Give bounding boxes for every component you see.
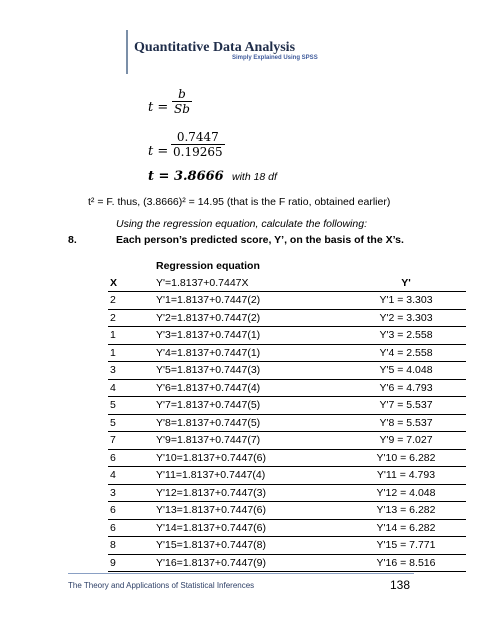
fraction-numerator: 0.7447 xyxy=(176,130,219,144)
cell-predicted-y: Y'12 = 4.048 xyxy=(346,484,466,502)
cell-predicted-y: Y'15 = 7.771 xyxy=(346,537,466,555)
fraction-value xyxy=(171,130,225,159)
cell-predicted-y: Y'13 = 6.282 xyxy=(346,502,466,520)
cell-predicted-y: Y'2 = 3.303 xyxy=(346,309,466,327)
header-accent-bar xyxy=(126,30,128,74)
cell-x: 6 xyxy=(108,519,156,537)
cell-predicted-y: Y'16 = 8.516 xyxy=(346,554,466,572)
cell-x: 6 xyxy=(108,502,156,520)
header-y: Y' xyxy=(346,275,466,292)
cell-x: 4 xyxy=(108,379,156,397)
table-row xyxy=(108,449,466,467)
instruction-text: Using the regression equation, calculate the following: xyxy=(116,218,367,230)
cell-equation: Y'9=1.8137+0.7447(7) xyxy=(156,432,346,450)
fraction-b-over-sb xyxy=(172,87,192,116)
cell-predicted-y: Y'9 = 7.027 xyxy=(346,432,466,450)
cell-predicted-y: Y'14 = 6.282 xyxy=(346,519,466,537)
cell-equation: Y'7=1.8137+0.7447(5) xyxy=(156,397,346,415)
header-x: X xyxy=(108,275,156,292)
cell-x: 3 xyxy=(108,484,156,502)
t-label-1: t = xyxy=(148,100,169,115)
cell-predicted-y: Y'11 = 4.793 xyxy=(346,467,466,485)
table-header-row-2 xyxy=(108,275,466,292)
fraction-denominator: 0.19265 xyxy=(173,145,223,159)
table-row xyxy=(108,502,466,520)
header-equation-title: Regression equation xyxy=(156,260,260,273)
table-row xyxy=(108,344,466,362)
cell-x: 9 xyxy=(108,554,156,572)
cell-equation: Y'12=1.8137+0.7447(3) xyxy=(156,484,346,502)
cell-predicted-y: Y'8 = 5.537 xyxy=(346,414,466,432)
cell-equation: Y'8=1.8137+0.7447(5) xyxy=(156,414,346,432)
cell-predicted-y: Y'3 = 2.558 xyxy=(346,327,466,345)
cell-equation: Y'16=1.8137+0.7447(9) xyxy=(156,554,346,572)
table-row xyxy=(108,432,466,450)
cell-x: 1 xyxy=(108,327,156,345)
table-row xyxy=(108,292,466,310)
header-equation-formula: Y'=1.8137+0.7447X xyxy=(156,275,346,292)
cell-equation: Y'15=1.8137+0.7447(8) xyxy=(156,537,346,555)
cell-equation: Y'11=1.8137+0.7447(4) xyxy=(156,467,346,485)
table-row xyxy=(108,327,466,345)
table-row xyxy=(108,362,466,380)
table-row xyxy=(108,519,466,537)
fraction-numerator: b xyxy=(178,87,186,101)
item-number: 8. xyxy=(68,234,77,246)
cell-predicted-y: Y'1 = 3.303 xyxy=(346,292,466,310)
table-row xyxy=(108,484,466,502)
cell-equation: Y'5=1.8137+0.7447(3) xyxy=(156,362,346,380)
cell-equation: Y'3=1.8137+0.7447(1) xyxy=(156,327,346,345)
fraction-denominator: Sb xyxy=(174,102,190,116)
cell-equation: Y'2=1.8137+0.7447(2) xyxy=(156,309,346,327)
table-row xyxy=(108,309,466,327)
cell-x: 8 xyxy=(108,537,156,555)
item-text: Each person’s predicted score, Y’, on the basis of the X’s. xyxy=(116,234,404,246)
cell-x: 3 xyxy=(108,362,156,380)
degrees-of-freedom: with 18 df xyxy=(232,171,277,183)
cell-predicted-y: Y'4 = 2.558 xyxy=(346,344,466,362)
cell-equation: Y'1=1.8137+0.7447(2) xyxy=(156,292,346,310)
cell-x: 5 xyxy=(108,397,156,415)
table-row xyxy=(108,537,466,555)
cell-equation: Y'14=1.8137+0.7447(6) xyxy=(156,519,346,537)
table-row xyxy=(108,379,466,397)
footer-rule xyxy=(68,573,414,574)
cell-predicted-y: Y'5 = 4.048 xyxy=(346,362,466,380)
page-number: 138 xyxy=(390,578,411,592)
table-header-row-1 xyxy=(108,258,466,275)
cell-equation: Y'4=1.8137+0.7447(1) xyxy=(156,344,346,362)
t-squared-line: t² = F. thus, (3.8666)² = 14.95 (that is the F ratio, obtained earlier) xyxy=(88,196,391,208)
cell-x: 2 xyxy=(108,309,156,327)
cell-x: 6 xyxy=(108,449,156,467)
table-row xyxy=(108,554,466,572)
t-label-2: t = xyxy=(148,144,169,159)
cell-x: 1 xyxy=(108,344,156,362)
header-subtitle: Simply Explained Using SPSS xyxy=(232,55,318,61)
cell-equation: Y'6=1.8137+0.7447(4) xyxy=(156,379,346,397)
cell-predicted-y: Y'7 = 5.537 xyxy=(346,397,466,415)
cell-x: 2 xyxy=(108,292,156,310)
t-result: t = 3.8666 xyxy=(148,169,224,184)
cell-equation: Y'10=1.8137+0.7447(6) xyxy=(156,449,346,467)
cell-x: 7 xyxy=(108,432,156,450)
table-row xyxy=(108,467,466,485)
cell-x: 4 xyxy=(108,467,156,485)
table-row xyxy=(108,397,466,415)
cell-x: 5 xyxy=(108,414,156,432)
header-title: Quantitative Data Analysis xyxy=(134,40,296,55)
regression-table xyxy=(108,258,466,572)
cell-predicted-y: Y'6 = 4.793 xyxy=(346,379,466,397)
cell-equation: Y'13=1.8137+0.7447(6) xyxy=(156,502,346,520)
table-row xyxy=(108,414,466,432)
cell-predicted-y: Y'10 = 6.282 xyxy=(346,449,466,467)
footer-text: The Theory and Applications of Statistical Inferences xyxy=(68,581,255,590)
